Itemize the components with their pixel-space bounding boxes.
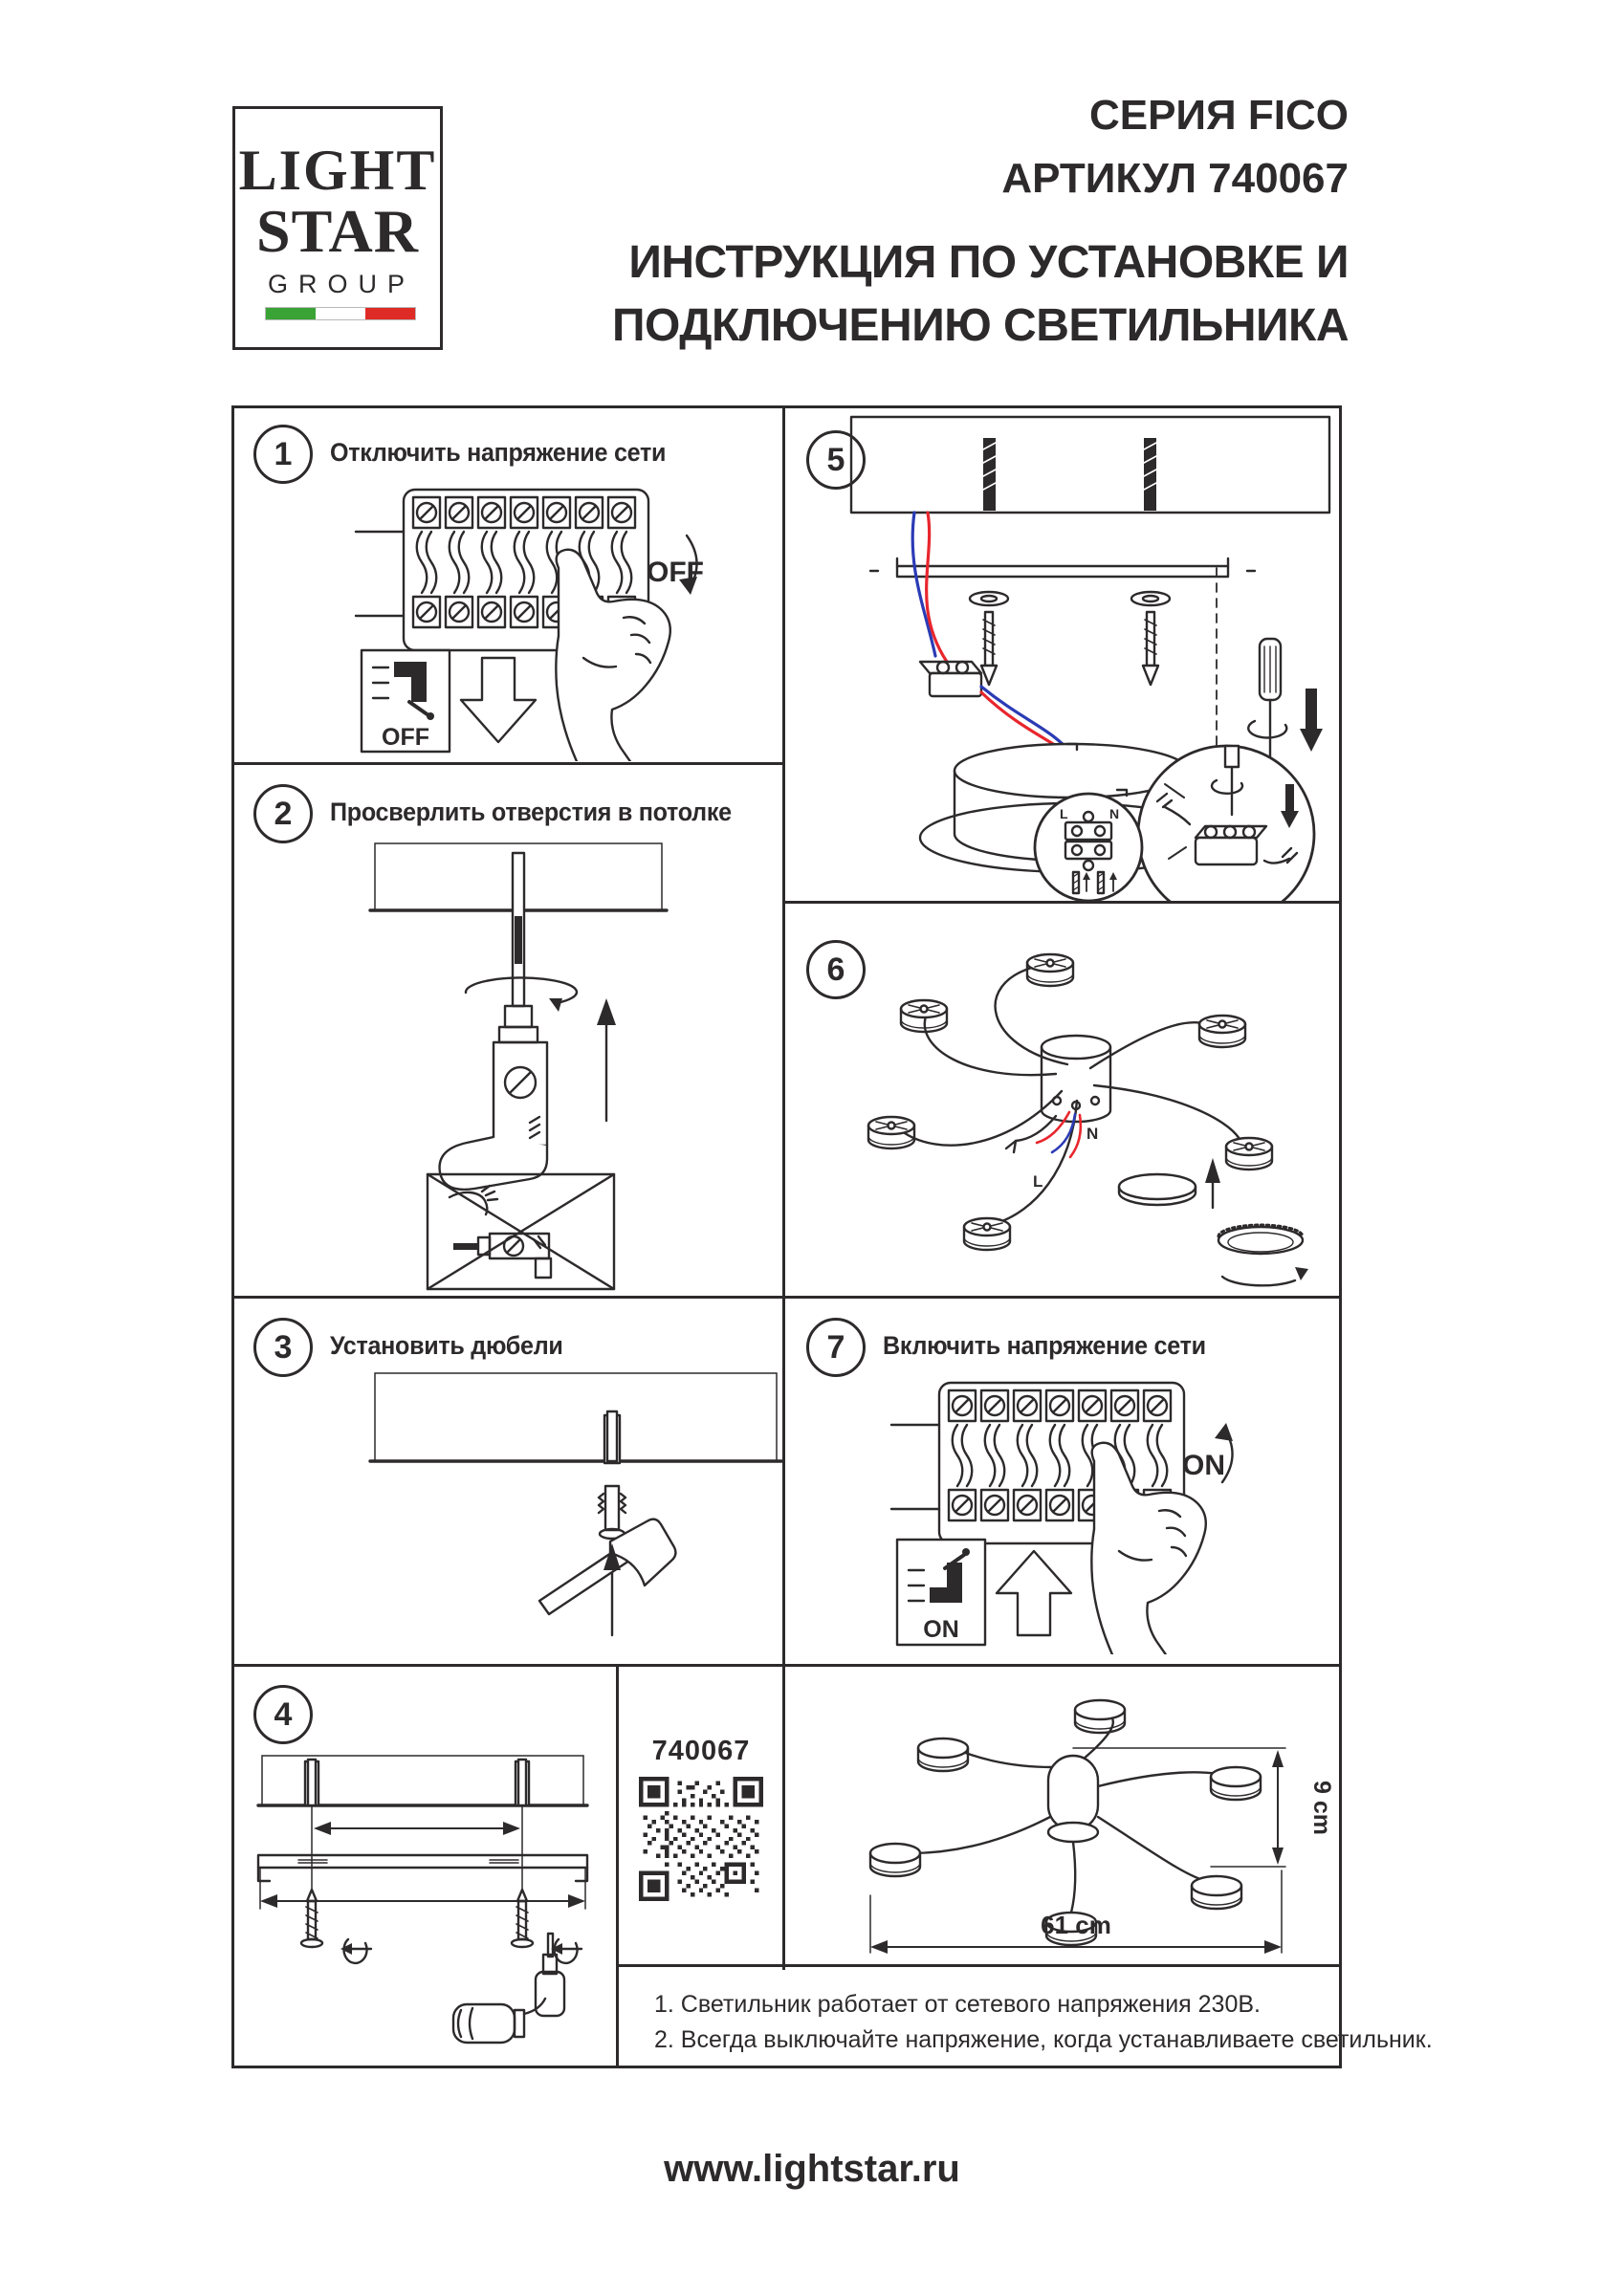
note-2: 2. Всегда выключайте напряжение, когда устанавливаете светильник. [654, 2026, 1433, 2053]
step-7-breaker-on-illustration [796, 1367, 1293, 1654]
article-number: 740067 [651, 1736, 751, 1766]
footer-url: www.lightstar.ru [664, 2148, 960, 2190]
on-label: ON [1182, 1450, 1225, 1481]
terminal-n-label: N [1109, 806, 1120, 821]
series-title: СЕРИЯ FICO [1088, 92, 1349, 139]
off-inset-label: OFF [382, 724, 429, 751]
step-2-badge: 2 [253, 784, 313, 843]
step-1-title: Отключить напряжение сети [330, 438, 667, 467]
step-4-badge: 4 [253, 1685, 313, 1744]
lightstar-logo [232, 106, 443, 350]
step-6-badge: 6 [806, 940, 866, 999]
qr-code [639, 1777, 763, 1901]
step-3-dowel-illustration [231, 1299, 784, 1662]
dimensions-illustration [784, 1664, 1342, 1964]
step-5-badge: 5 [806, 430, 866, 490]
step-1-breaker-off-illustration [260, 474, 757, 761]
step-2-title: Просверлить отверстия в потолке [330, 798, 732, 826]
step-3-title: Установить дюбели [330, 1331, 563, 1360]
step-4-bracket-illustration [231, 1664, 618, 2066]
notes [654, 1987, 1433, 2058]
step-3-badge: 3 [253, 1318, 313, 1377]
flag-white [316, 308, 365, 319]
logo-light: LIGHT [238, 139, 437, 202]
note-1: 1. Светильник работает от сетевого напряжения 230В. [654, 1991, 1261, 2018]
wire-n-label: N [1086, 1125, 1099, 1143]
step-6-assembly-illustration [784, 904, 1342, 1296]
instruction-title-line1: ИНСТРУКЦИЯ ПО УСТАНОВКЕ И [628, 237, 1349, 288]
article-title: АРТИКУЛ 740067 [1001, 155, 1349, 202]
on-inset-label: ON [923, 1616, 959, 1643]
grid-line [231, 2066, 1342, 2068]
step-7-title: Включить напряжение сети [883, 1331, 1206, 1360]
instruction-title-line2: ПОДКЛЮЧЕНИЮ СВЕТИЛЬНИКА [612, 300, 1349, 351]
wire-l-label: L [1033, 1172, 1043, 1191]
step-7-badge: 7 [806, 1318, 866, 1377]
step-2-drill-illustration [231, 765, 784, 1297]
header [612, 84, 1349, 358]
width-dimension-label: 61 cm [1041, 1911, 1111, 1939]
flag-red [365, 308, 415, 319]
logo-star: STAR [256, 197, 419, 265]
off-label: OFF [647, 557, 704, 588]
flag-green [266, 308, 316, 319]
terminal-l-label: L [1060, 806, 1068, 821]
italian-flag-bar [265, 307, 416, 320]
grid-line [616, 1964, 1342, 1967]
logo-group: GROUP [267, 270, 415, 298]
step-5-wiring-illustration [784, 405, 1342, 901]
step-1-badge: 1 [253, 425, 313, 484]
height-dimension-label: 9 cm [1308, 1781, 1335, 1835]
